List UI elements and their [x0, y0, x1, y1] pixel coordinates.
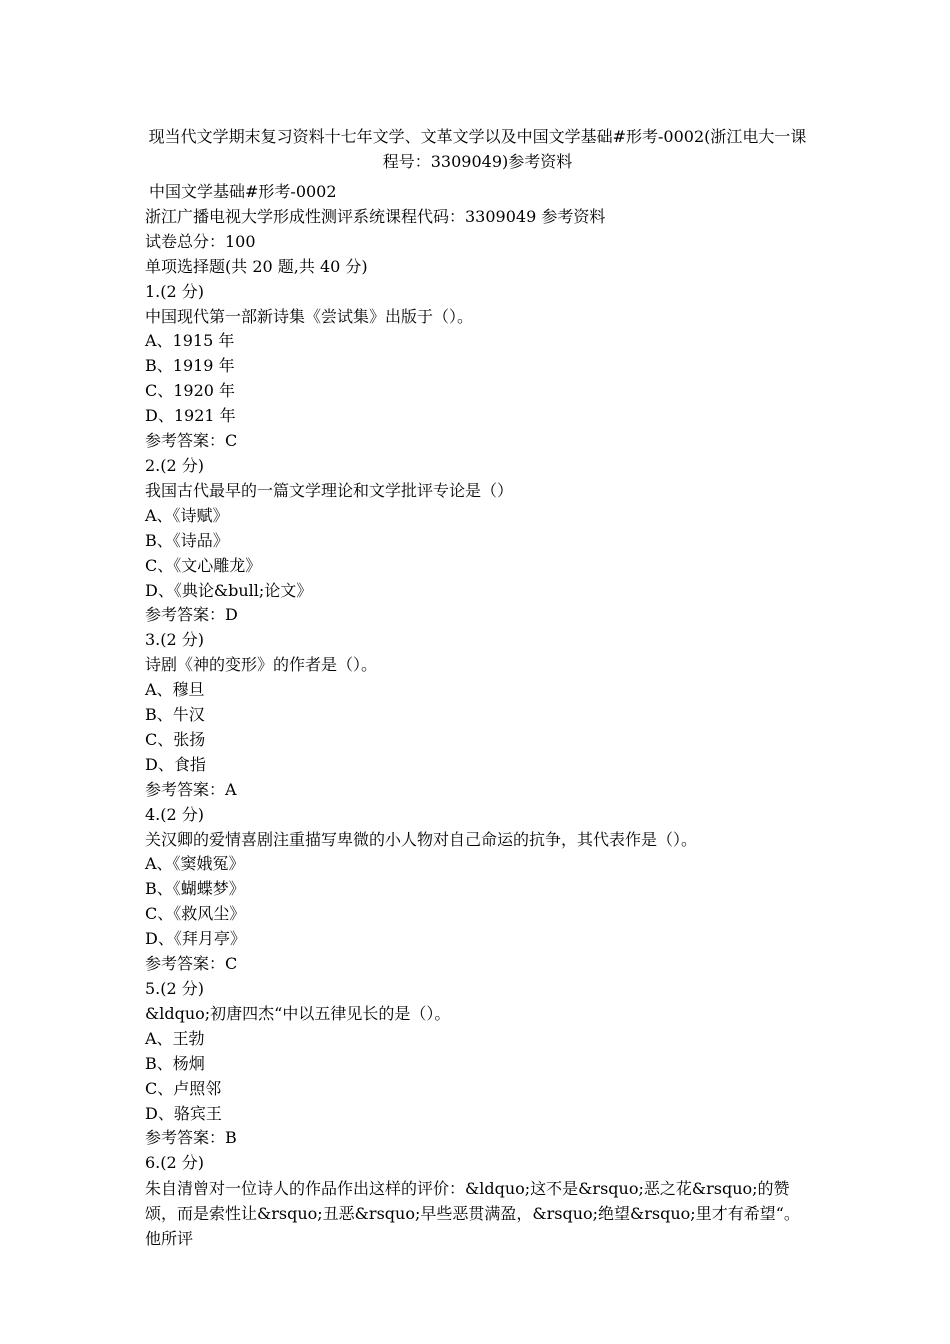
question-header: 1.(2 分): [145, 281, 205, 301]
option-a: A、《窦娥冤》: [145, 854, 245, 874]
option-b: B、1919 年: [145, 356, 235, 376]
reference-answer: 参考答案：B: [145, 1128, 237, 1148]
document-subtitle: 中国文学基础#形考-0002: [149, 182, 337, 201]
question-header: 2.(2 分): [145, 455, 205, 475]
document-page: [145, 124, 810, 1251]
option-a: A、《诗赋》: [145, 505, 229, 525]
option-d: D、《拜月亭》: [145, 929, 246, 949]
question-1: [145, 280, 810, 454]
reference-answer: 参考答案：D: [145, 605, 238, 625]
total-score: 试卷总分：100: [145, 231, 256, 251]
question-header: 5.(2 分): [145, 979, 205, 998]
option-c: C、卢照邻: [145, 1078, 222, 1098]
question-header: 3.(2 分): [145, 630, 205, 650]
document-title: 现当代文学期末复习资料十七年文学、文革文学以及中国文学基础#形考-0002(浙江电大一课程号：3309049)参考资料: [148, 127, 807, 171]
reference-answer: 参考答案：C: [145, 954, 238, 974]
question-2: [145, 454, 810, 628]
reference-answer: 参考答案：A: [145, 779, 237, 799]
option-a: A、1915 年: [145, 331, 235, 351]
system-line: 浙江广播电视大学形成性测评系统课程代码：3309049 参考资料: [145, 206, 606, 226]
option-c: C、张扬: [145, 729, 206, 749]
question-header: 6.(2 分): [145, 1153, 205, 1173]
question-stem: 我国古代最早的一篇文学理论和文学批评专论是（）: [145, 480, 514, 500]
option-d: D、骆宾王: [145, 1103, 222, 1123]
section-heading: 单项选择题(共 20 题,共 40 分): [145, 256, 368, 276]
option-a: A、穆旦: [145, 680, 205, 700]
question-stem: 朱自清曾对一位诗人的作品作出这样的评价：&ldquo;这不是&rsquo;恶之花&rsquo;的赞颂，而是索性让&rsquo;丑恶&rsquo;早些恶贯满盈，&rsquo;绝望&rsquo;里才有希望“。他所评: [145, 1179, 800, 1249]
question-stem: 中国现代第一部新诗集《尝试集》出版于（）。: [145, 306, 474, 326]
question-stem: &ldquo;初唐四杰“中以五律见长的是（）。: [145, 1003, 451, 1023]
option-b: B、《诗品》: [145, 530, 229, 550]
option-d: D、《典论&bull;论文》: [145, 580, 313, 600]
question-3: [145, 628, 810, 802]
option-b: B、牛汉: [145, 705, 205, 725]
option-c: C、1920 年: [145, 381, 236, 401]
option-c: C、《文心雕龙》: [145, 555, 262, 575]
question-stem: 关汉卿的爱情喜剧注重描写卑微的小人物对自己命运的抗争，其代表作是（）。: [145, 829, 698, 849]
option-c: C、《救风尘》: [145, 904, 246, 924]
question-4: [145, 803, 810, 977]
question-6: [145, 1151, 810, 1251]
option-a: A、王勃: [145, 1028, 205, 1048]
question-header: 4.(2 分): [145, 804, 205, 824]
option-b: B、杨炯: [145, 1053, 205, 1073]
reference-answer: 参考答案：C: [145, 431, 238, 451]
option-d: D、食指: [145, 754, 206, 774]
option-b: B、《蝴蝶梦》: [145, 879, 245, 899]
question-stem: 诗剧《神的变形》的作者是（）。: [145, 655, 378, 675]
question-5: [145, 977, 810, 1151]
option-d: D、1921 年: [145, 406, 236, 426]
